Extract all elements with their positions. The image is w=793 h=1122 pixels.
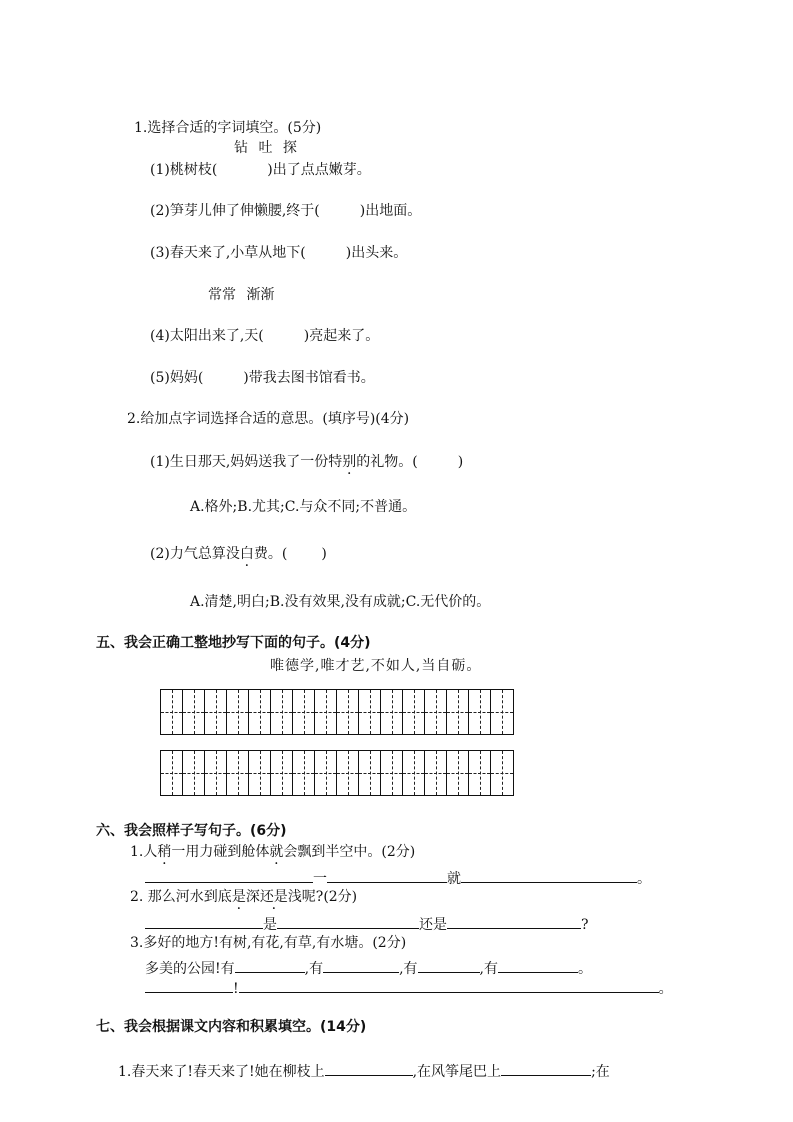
s6-item-3-answer-line-2: ! 。: [145, 978, 673, 998]
q1-word-choices-a: 钻 吐 探: [234, 140, 297, 156]
emphasis-dot-char: 白: [239, 546, 254, 562]
answer-blank[interactable]: [235, 958, 305, 973]
section-5-title: 五、我会正确工整地抄写下面的句子。(4分): [96, 635, 371, 651]
s7-item-1: 1.春天来了!春天来了!她在柳枝上 ,在风筝尾巴上 ;在: [118, 1061, 610, 1081]
writing-grid-row-2[interactable]: [160, 750, 514, 796]
copy-sentence: 唯德学,唯才艺,不如人,当自砺。: [270, 658, 482, 674]
answer-blank[interactable]: [501, 1061, 591, 1076]
s6-item-3-answer-line-1: 多美的公园!有 ,有 ,有 ,有 。: [145, 958, 592, 978]
answer-blank[interactable]: [145, 978, 233, 993]
q2-sentence-2: (2)力气总算没白费。( ): [150, 546, 327, 562]
q1-title: 1.选择合适的字词填空。(5分): [134, 120, 322, 136]
answer-blank[interactable]: [323, 958, 399, 973]
s6-item-1-example: 1.人稍一用力碰到舱体就会飘到半空中。(2分): [130, 844, 416, 860]
s6-item-3-example: 3.多好的地方!有树,有花,有草,有水塘。(2分): [130, 935, 407, 951]
s6-item-2-answer: 是 还是 ?: [145, 914, 589, 934]
answer-blank[interactable]: [418, 958, 480, 973]
section-7-title: 七、我会根据课文内容和积累填空。(14分): [96, 1019, 367, 1035]
writing-grid-row-1[interactable]: [160, 689, 514, 735]
q1-item-5: (5)妈妈( )带我去图书馆看书。: [150, 370, 375, 386]
answer-blank[interactable]: [461, 868, 637, 883]
q2-title: 2.给加点字词选择合适的意思。(填序号)(4分): [127, 411, 410, 427]
q2-options-2: A.清楚,明白;B.没有效果,没有成就;C.无代价的。: [190, 594, 491, 610]
answer-blank[interactable]: [498, 958, 578, 973]
q2-sentence-1: (1)生日那天,妈妈送我了一份特别的礼物。( ): [150, 454, 464, 470]
s6-item-1-answer: 一 就 。: [145, 868, 651, 888]
answer-blank[interactable]: [145, 914, 263, 929]
answer-blank[interactable]: [447, 914, 581, 929]
answer-blank[interactable]: [277, 914, 419, 929]
q1-item-3: (3)春天来了,小草从地下( )出头来。: [150, 245, 408, 261]
section-6-title: 六、我会照样子写句子。(6分): [96, 823, 287, 839]
q1-item-2: (2)笋芽儿伸了伸懒腰,终于( )出地面。: [150, 203, 422, 219]
answer-blank[interactable]: [327, 868, 447, 883]
q1-item-1: (1)桃树枝( )出了点点嫩芽。: [150, 162, 371, 178]
answer-blank[interactable]: [239, 978, 659, 993]
q1-word-choices-b: 常常 渐渐: [208, 287, 275, 303]
q1-item-4: (4)太阳出来了,天( )亮起来了。: [150, 328, 380, 344]
answer-blank[interactable]: [325, 1061, 413, 1076]
emphasis-dot-char: 别: [342, 454, 357, 470]
answer-blank[interactable]: [145, 868, 313, 883]
s6-item-2-example: 2. 那么河水到底是深还是浅呢?(2分): [130, 889, 358, 905]
q2-options-1: A.格外;B.尤其;C.与众不同;不普通。: [190, 499, 417, 515]
